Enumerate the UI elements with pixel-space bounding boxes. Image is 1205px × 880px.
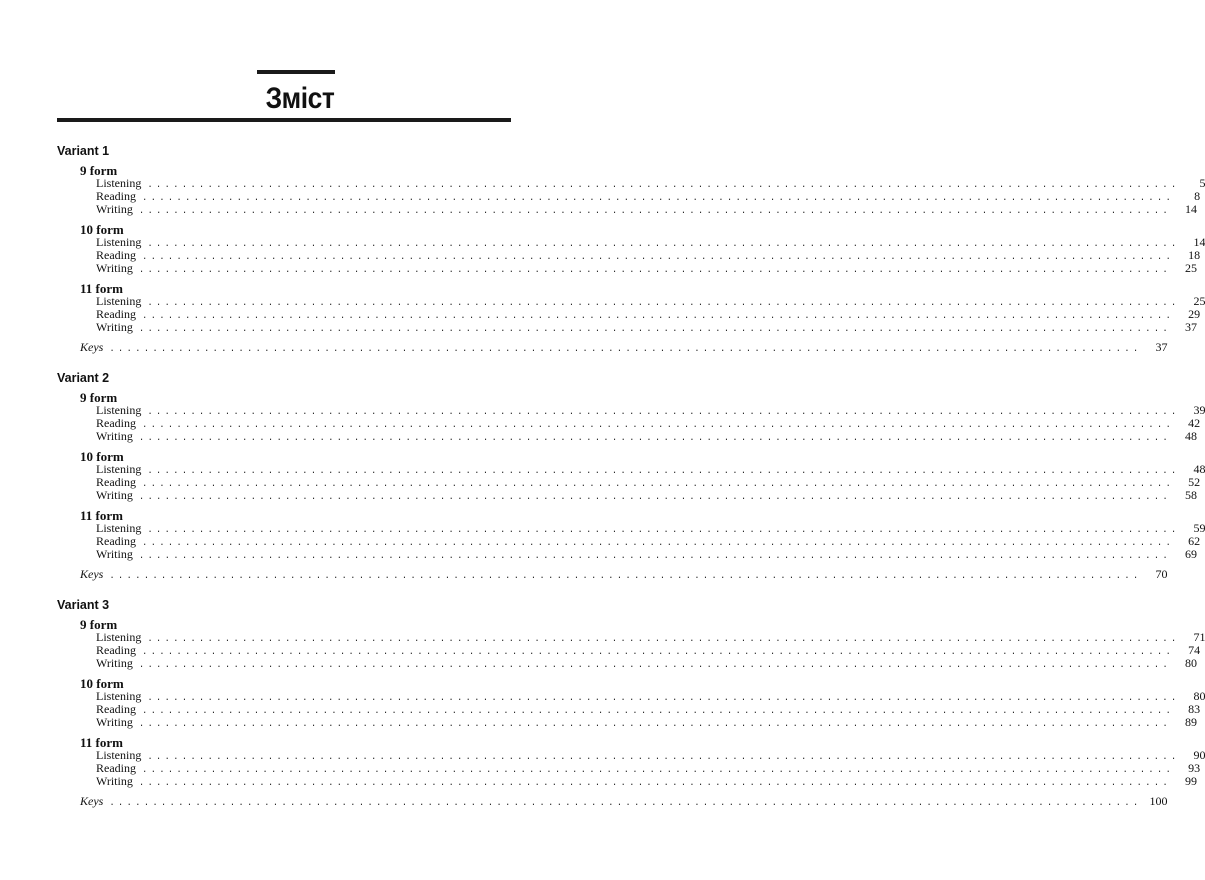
- page-number: 48: [1184, 429, 1197, 444]
- dot-leader: ........................................................................................................................: [138, 433, 1171, 444]
- page-number: 69: [1184, 547, 1197, 562]
- dot-leader: ........................................................................................................................: [138, 719, 1171, 730]
- dot-leader: ........................................................................................................................: [147, 180, 1180, 190]
- entry-label: Writing: [96, 429, 133, 444]
- form-heading: 9 form: [80, 617, 118, 632]
- dot-leader: ........................................................................................................................: [142, 479, 1175, 490]
- page-number: 39: [1193, 403, 1205, 417]
- dot-leader: ........................................................................................................................: [147, 466, 1180, 476]
- dot-leader: ........................................................................................................................: [138, 492, 1171, 503]
- toc-entry: [96, 261, 1197, 276]
- toc-entry: [96, 248, 1201, 263]
- entry-label: Listening: [96, 294, 142, 308]
- toc-entry: [96, 488, 1197, 503]
- dot-leader: ........................................................................................................................: [138, 778, 1171, 789]
- dot-leader: ........................................................................................................................: [142, 252, 1175, 263]
- form-heading: 10 form: [80, 676, 124, 691]
- page-number: 99: [1184, 774, 1197, 789]
- page-number: 14: [1184, 202, 1197, 217]
- dot-leader: ........................................................................................................................: [138, 206, 1171, 217]
- toc-entry: [96, 235, 1205, 249]
- toc-entry: [96, 715, 1197, 730]
- page-number: 42: [1188, 416, 1201, 431]
- entry-label: Listening: [96, 748, 142, 762]
- entry-label: Listening: [96, 689, 142, 703]
- entry-label: Listening: [96, 403, 142, 417]
- page-number: 93: [1188, 761, 1201, 776]
- toc-entry: [96, 202, 1197, 217]
- page-number: 89: [1184, 715, 1197, 730]
- page-number: 80: [1184, 656, 1197, 671]
- variant-heading: Variant 2: [57, 371, 110, 385]
- dot-leader: ........................................................................................................................: [147, 525, 1180, 535]
- dot-leader: ........................................................................................................................: [109, 798, 1142, 808]
- dot-leader: ........................................................................................................................: [138, 551, 1171, 562]
- dot-leader: ........................................................................................................................: [147, 407, 1180, 417]
- toc-entry: [96, 307, 1201, 322]
- page-title: Зміст: [265, 82, 335, 115]
- toc-entry: [96, 320, 1197, 335]
- page-number: 83: [1188, 702, 1201, 717]
- page-number: 74: [1188, 643, 1201, 658]
- toc-entry: [96, 748, 1205, 762]
- dot-leader: ........................................................................................................................: [142, 647, 1175, 658]
- toc-entry: [96, 462, 1205, 476]
- toc-entry: [96, 547, 1197, 562]
- dot-leader: ........................................................................................................................: [138, 324, 1171, 335]
- variant-heading: Variant 3: [57, 598, 110, 612]
- entry-label: Reading: [96, 702, 136, 717]
- entry-label: Reading: [96, 643, 136, 658]
- page-number: 8: [1194, 189, 1201, 204]
- entry-label: Writing: [96, 488, 133, 503]
- toc-entry-keys: [80, 567, 1168, 581]
- dot-leader: ........................................................................................................................: [147, 634, 1180, 644]
- toc-entry: [96, 656, 1197, 671]
- page-number: 25: [1193, 294, 1205, 308]
- form-heading: 11 form: [80, 281, 123, 296]
- entry-label: Writing: [96, 320, 133, 335]
- toc-entry: [96, 429, 1197, 444]
- dot-leader: ........................................................................................................................: [147, 239, 1180, 249]
- toc-entry: [96, 534, 1201, 549]
- entry-label: Reading: [96, 248, 136, 263]
- page-number: 18: [1188, 248, 1201, 263]
- page-number: 48: [1193, 462, 1205, 476]
- page-number: 37: [1184, 320, 1197, 335]
- dot-leader: ........................................................................................................................: [142, 538, 1175, 549]
- entry-label: Reading: [96, 189, 136, 204]
- toc-entry: [96, 630, 1205, 644]
- toc-entry: [96, 403, 1205, 417]
- toc-entry-keys: [80, 340, 1168, 354]
- dot-leader: ........................................................................................................................: [109, 344, 1142, 354]
- page-number: 100: [1149, 794, 1168, 808]
- variant-heading: Variant 1: [57, 144, 110, 158]
- entry-label: Reading: [96, 307, 136, 322]
- entry-label: Writing: [96, 715, 133, 730]
- page-number: 5: [1199, 176, 1205, 190]
- dot-leader: ........................................................................................................................: [142, 706, 1175, 717]
- entry-label: Reading: [96, 534, 136, 549]
- page-number: 70: [1155, 567, 1168, 581]
- entry-label: Reading: [96, 416, 136, 431]
- entry-label: Writing: [96, 656, 133, 671]
- page-number: 25: [1184, 261, 1197, 276]
- toc-entry: [96, 761, 1201, 776]
- toc-entry: [96, 774, 1197, 789]
- page-number: 58: [1184, 488, 1197, 503]
- dot-leader: ........................................................................................................................: [142, 193, 1175, 204]
- entry-label: Writing: [96, 774, 133, 789]
- page-number: 14: [1193, 235, 1205, 249]
- form-heading: 10 form: [80, 222, 124, 237]
- page-number: 59: [1193, 521, 1205, 535]
- toc-entry-keys: [80, 794, 1168, 808]
- toc-entry: [96, 702, 1201, 717]
- dot-leader: ........................................................................................................................: [147, 298, 1180, 308]
- entry-label: Listening: [96, 630, 142, 644]
- form-heading: 9 form: [80, 390, 118, 405]
- toc-entry: [96, 176, 1205, 190]
- dot-leader: ........................................................................................................................: [147, 752, 1180, 762]
- toc-entry: [96, 689, 1205, 703]
- entry-label: Reading: [96, 761, 136, 776]
- entry-label: Writing: [96, 202, 133, 217]
- page-number: 71: [1193, 630, 1205, 644]
- dot-leader: ........................................................................................................................: [142, 765, 1175, 776]
- page-number: 80: [1193, 689, 1205, 703]
- page-number: 90: [1193, 748, 1205, 762]
- entry-label: Reading: [96, 475, 136, 490]
- entry-label: Writing: [96, 261, 133, 276]
- toc-entry: [96, 416, 1201, 431]
- entry-label: Listening: [96, 235, 142, 249]
- toc-entry: [96, 643, 1201, 658]
- dot-leader: ........................................................................................................................: [109, 571, 1142, 581]
- dot-leader: ........................................................................................................................: [147, 693, 1180, 703]
- page-number: 29: [1188, 307, 1201, 322]
- form-heading: 10 form: [80, 449, 124, 464]
- toc-entry: [96, 294, 1205, 308]
- dot-leader: ........................................................................................................................: [138, 265, 1171, 276]
- entry-label: Listening: [96, 176, 142, 190]
- form-heading: 11 form: [80, 735, 123, 750]
- dot-leader: ........................................................................................................................: [138, 660, 1171, 671]
- page-number: 62: [1188, 534, 1201, 549]
- page-number: 37: [1155, 340, 1168, 354]
- entry-label: Writing: [96, 547, 133, 562]
- toc-entry: [96, 475, 1201, 490]
- entry-label: Keys: [80, 794, 104, 808]
- entry-label: Keys: [80, 340, 104, 354]
- entry-label: Listening: [96, 462, 142, 476]
- toc-entry: [96, 521, 1205, 535]
- entry-label: Listening: [96, 521, 142, 535]
- dot-leader: ........................................................................................................................: [142, 420, 1175, 431]
- form-heading: 11 form: [80, 508, 123, 523]
- page-number: 52: [1188, 475, 1201, 490]
- dot-leader: ........................................................................................................................: [142, 311, 1175, 322]
- entry-label: Keys: [80, 567, 104, 581]
- form-heading: 9 form: [80, 163, 118, 178]
- toc-entry: [96, 189, 1201, 204]
